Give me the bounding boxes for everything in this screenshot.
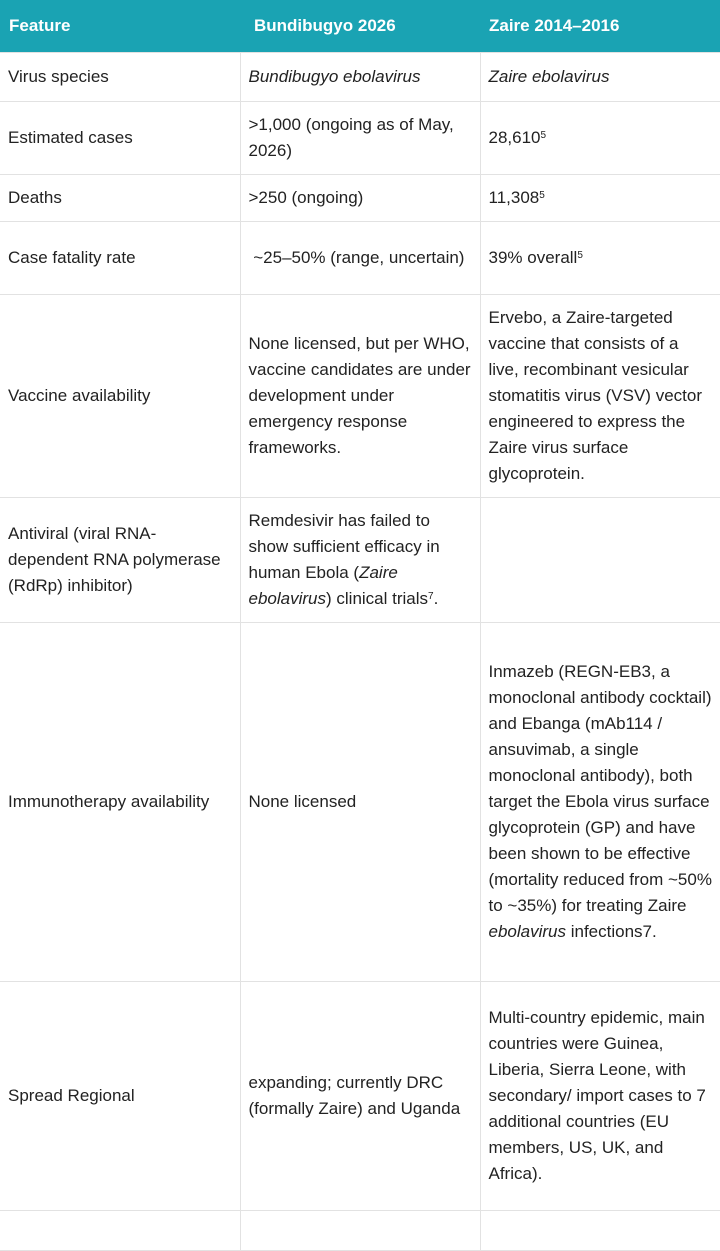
table-row bbox=[0, 174, 720, 221]
cell-feature: Virus species bbox=[0, 52, 240, 101]
cell-text: 39% overall bbox=[488, 247, 578, 267]
header-feature: Feature bbox=[0, 0, 240, 52]
cell-text: ) clinical trials bbox=[326, 588, 429, 608]
cell-bundibugyo: expanding; currently DRC (formally Zaire) and Uganda bbox=[240, 981, 480, 1210]
italic-text: Zaire ebolavirus bbox=[488, 66, 610, 86]
cell-bundibugyo: None licensed, but per WHO, vaccine candidates are under development under emergency response frameworks. bbox=[240, 294, 480, 497]
table-row-partial bbox=[0, 1210, 720, 1250]
cell-feature: Antiviral (viral RNA-dependent RNA polymerase (RdRp) inhibitor) bbox=[0, 497, 240, 622]
cell-zaire bbox=[480, 221, 720, 294]
cell-zaire bbox=[480, 1210, 720, 1250]
cell-bundibugyo bbox=[240, 497, 480, 622]
cell-feature: Case fatality rate bbox=[0, 221, 240, 294]
footnote-ref: 5 bbox=[577, 249, 583, 261]
cell-bundibugyo: ~25–50% (range, uncertain) bbox=[240, 221, 480, 294]
header-row bbox=[0, 0, 720, 52]
cell-feature: Estimated cases bbox=[0, 101, 240, 174]
header-zaire: Zaire 2014–2016 bbox=[480, 0, 720, 52]
table-row bbox=[0, 622, 720, 981]
table-row bbox=[0, 101, 720, 174]
table-row bbox=[0, 52, 720, 101]
cell-zaire bbox=[480, 174, 720, 221]
table-row bbox=[0, 294, 720, 497]
cell-feature bbox=[0, 1210, 240, 1250]
cell-bundibugyo: >250 (ongoing) bbox=[240, 174, 480, 221]
cell-bundibugyo bbox=[240, 1210, 480, 1250]
footnote-ref: 5 bbox=[540, 129, 547, 141]
cell-zaire: Multi-country epidemic, main countries were Guinea, Liberia, Sierra Leone, with secondary/ import cases to 7 additional countries (EU members, US, UK, and Africa). bbox=[480, 981, 720, 1210]
italic-text: ebolavirus bbox=[488, 921, 566, 941]
cell-feature: Immunotherapy availability bbox=[0, 622, 240, 981]
cell-text: Remdesivir has failed to show sufficient efficacy in human Ebola ( bbox=[248, 510, 440, 582]
cell-zaire bbox=[480, 622, 720, 981]
cell-zaire bbox=[480, 52, 720, 101]
cell-feature: Vaccine availability bbox=[0, 294, 240, 497]
table-row bbox=[0, 221, 720, 294]
cell-bundibugyo bbox=[240, 52, 480, 101]
table-row bbox=[0, 497, 720, 622]
cell-text: 28,610 bbox=[488, 127, 541, 147]
header-bundibugyo: Bundibugyo 2026 bbox=[240, 0, 480, 52]
cell-bundibugyo: None licensed bbox=[240, 622, 480, 981]
table-row bbox=[0, 981, 720, 1210]
footnote-ref: 7 bbox=[428, 590, 434, 602]
cell-zaire bbox=[480, 497, 720, 622]
cell-feature: Spread Regional bbox=[0, 981, 240, 1210]
cell-text: Inmazeb (REGN-EB3, a monoclonal antibody cocktail) and Ebanga (mAb114 / ansuvimab, a single monoclonal antibody), both target the Ebola virus surface glycoprotein (GP) and have been shown to be effective (mortality reduced from ~50% to ~35%) for treating Zaire bbox=[488, 661, 712, 915]
cell-zaire: Ervebo, a Zaire-targeted vaccine that consists of a live, recombinant vesicular stomatitis virus (VSV) vector engineered to express the Zaire virus surface glycoprotein. bbox=[480, 294, 720, 497]
cell-text: 11,308 bbox=[488, 187, 540, 207]
cell-zaire bbox=[480, 101, 720, 174]
italic-text: Bundibugyo ebolavirus bbox=[248, 66, 421, 86]
cell-text: . bbox=[433, 588, 439, 608]
cell-text: infections7. bbox=[566, 921, 657, 941]
cell-feature: Deaths bbox=[0, 174, 240, 221]
footnote-ref: 5 bbox=[539, 189, 545, 201]
italic-text: Zaire ebolavirus bbox=[248, 562, 398, 608]
cell-bundibugyo: >1,000 (ongoing as of May, 2026) bbox=[240, 101, 480, 174]
